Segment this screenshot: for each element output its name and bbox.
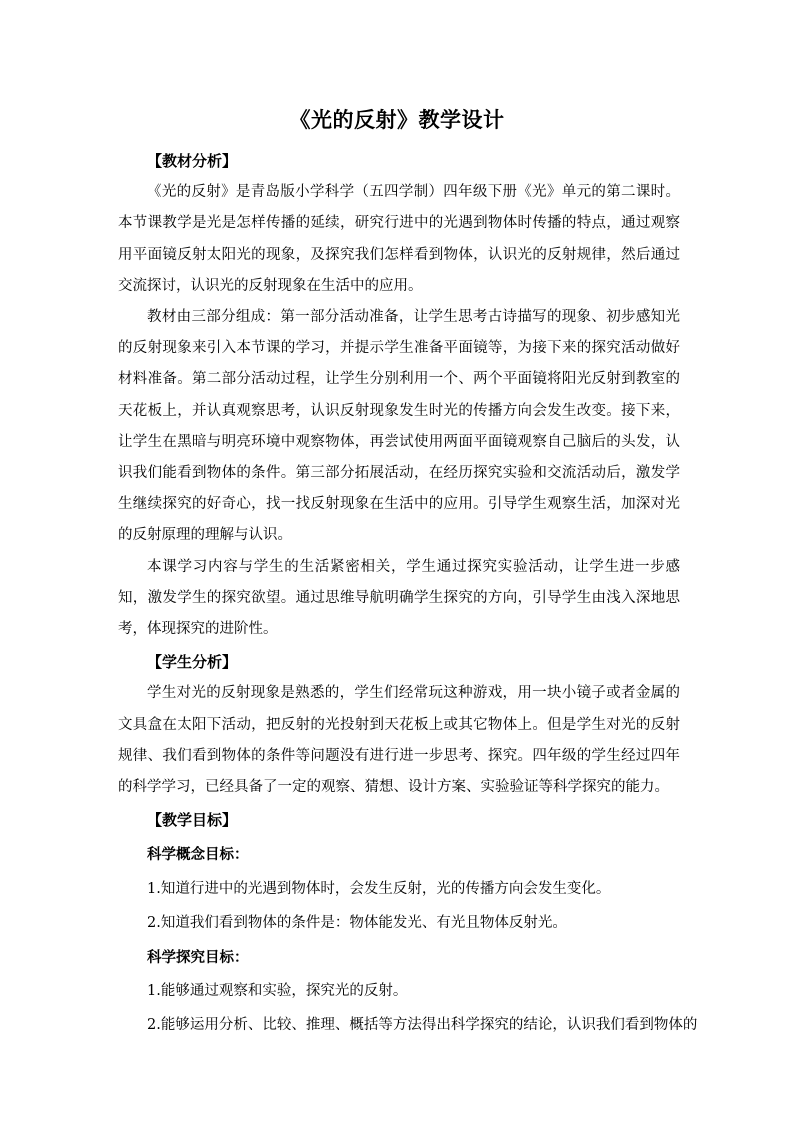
section-heading-students: 【学生分析】 (147, 653, 238, 672)
paragraph: 《光的反射》是青岛版小学科学（五四学制）四年级下册《光》单元的第二课时。本节课教学是光是怎样传播的延续，研究行进中的光遇到物体时传播的特点，通过观察用平面镜反射太阳光的现象，及探究我们怎样看到物体，认识光的反射规律，然后通过交流探讨，认识光的反射现象在生活中的应用。 (118, 184, 680, 294)
list-item: 1.知道行进中的光遇到物体时，会发生反射，光的传播方向会发生变化。 (147, 880, 611, 897)
list-item: 2.能够运用分析、比较、推理、概括等方法得出科学探究的结论，认识我们看到物体的 (147, 1017, 698, 1034)
subheading-inquiry-goals: 科学探究目标： (147, 949, 249, 967)
list-item: 2.知道我们看到物体的条件是：物体能发光、有光且物体反射光。 (147, 914, 567, 931)
paragraph: 学生对光的反射现象是熟悉的，学生们经常玩这种游戏，用一块小镜子或者金属的文具盒在太阳下活动，把反射的光投射到天花板上或其它物体上。但是学生对光的反射规律、我们看到物体的条件等问题没有进行进一步思考、探究。四年级的学生经过四年的科学学习，已经具备了一定的观察、猜想、设计方案、实验验证等科学探究的能力。 (118, 685, 680, 796)
document-body (118, 146, 698, 1042)
document-title: 《光的反射》教学设计 (289, 107, 505, 132)
section-heading-textbook: 【教材分析】 (147, 152, 238, 170)
paragraph: 教材由三部分组成：第一部分活动准备，让学生思考古诗描写的现象、初步感知光的反射现象来引入本节课的学习，并提示学生准备平面镜等，为接下来的探究活动做好材料准备。第二部分活动过程，让学生分别利用一个、两个平面镜将阳光反射到教室的天花板上，并认真观察思考，认识反射现象发生时光的传播方向会发生改变。接下来，让学生在黑暗与明亮环境中观察物体，再尝试使用两面平面镜观察自己脑后的头发，认识我们能看到物体的条件。第三部分拓展活动，在经历探究实验和交流活动后，激发学生继续探究的好奇心，找一找反射现象在生活中的应用。引导学生观察生活，加深对光的反射原理的理解与认识。 (118, 309, 680, 544)
section-heading-goals: 【教学目标】 (147, 811, 238, 830)
paragraph: 本课学习内容与学生的生活紧密相关，学生通过探究实验活动，让学生进一步感知，激发学生的探究欲望。通过思维导航明确学生探究的方向，引导学生由浅入深地思考，体现探究的进阶性。 (118, 558, 680, 638)
list-item: 1.能够通过观察和实验，探究光的反射。 (147, 983, 408, 1000)
subheading-concept-goals: 科学概念目标： (147, 846, 249, 864)
